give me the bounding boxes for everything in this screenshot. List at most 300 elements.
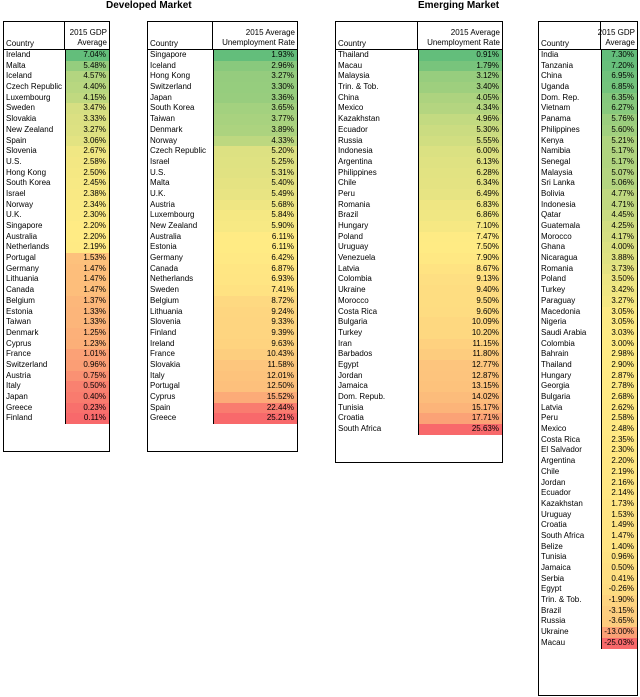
country-name: Brazil [541,605,562,615]
country-name: Tanzania [541,60,574,70]
value-cell: 1.79% [418,61,502,72]
developed-gdp-table [3,21,110,452]
table-row [539,210,637,221]
table-row [336,381,502,392]
value-cell: 0.11% [65,413,109,424]
value-cell: 22.44% [213,403,297,414]
value-cell: 8.67% [418,264,502,275]
table-row [539,296,637,307]
table-row [148,71,297,82]
table-row [539,445,637,456]
table-row [539,103,637,114]
value-cell: 2.68% [601,392,637,403]
country-name: Singapore [6,221,43,230]
table-row [336,274,502,285]
country-name: Jamaica [338,381,368,391]
value-cell: -1.90% [601,595,637,606]
value-cell: 1.25% [65,328,109,339]
table-row [336,189,502,200]
country-name: El Salvador [541,445,582,455]
table-row [336,328,502,339]
country-name: New Zealand [150,221,198,230]
country-name: Austria [6,370,31,380]
value-cell: 2.14% [601,488,637,499]
table-header [336,22,502,50]
country-name: Romania [338,199,371,209]
value-cell: 5.31% [213,168,297,179]
value-cell: 4.40% [65,82,109,93]
country-name: France [6,349,31,359]
country-name: Cyprus [6,338,32,348]
value-cell: 3.36% [213,93,297,104]
value-cell: 2.20% [65,232,109,243]
country-name: Costa Rica [338,306,378,316]
country-name: Poland [338,231,363,241]
value-cell: 2.45% [65,178,109,189]
value-cell: 5.06% [601,178,637,189]
table-row [336,349,502,360]
table-row [148,232,297,243]
table-row [539,510,637,521]
value-cell: 6.34% [418,178,502,189]
table-row [336,93,502,104]
value-cell: 9.50% [418,296,502,307]
value-cell: 6.35% [601,93,637,104]
table-row [539,200,637,211]
country-name: Denmark [150,124,183,134]
value-cell: 1.53% [65,253,109,264]
value-cell: 0.50% [601,563,637,574]
table-row [148,82,297,93]
value-cell: 4.17% [601,232,637,243]
country-name: Netherlands [150,274,194,284]
table-row [539,221,637,232]
value-cell: 6.27% [601,103,637,114]
value-cell: 6.13% [418,157,502,168]
value-cell: 6.42% [213,253,297,264]
header-country-label: Country [541,39,570,48]
country-name: South Korea [150,103,195,113]
table-row [539,424,637,435]
country-name: Sweden [6,103,35,113]
country-name: South Africa [541,530,585,540]
table-row [539,403,637,414]
country-name: Ecuador [338,124,368,134]
table-row [539,189,637,200]
table-row [148,200,297,211]
country-name: Ireland [6,50,31,59]
value-cell: 5.21% [601,136,637,147]
country-name: Turkey [541,285,566,295]
country-name: India [541,50,559,59]
table-header [148,22,297,50]
table-row [539,478,637,489]
table-row [4,285,109,296]
country-name: Israel [6,188,26,198]
table-row [336,339,502,350]
value-cell: 3.65% [213,103,297,114]
country-name: Argentina [541,456,576,466]
value-cell: 3.05% [601,307,637,318]
country-name: Jamaica [541,563,571,572]
country-name: Australia [6,231,38,241]
country-name: Lithuania [150,306,183,316]
value-cell: 5.76% [601,114,637,125]
table-row [539,168,637,179]
country-name: Macedonia [541,306,581,316]
table-row [539,82,637,93]
value-cell: 2.90% [601,360,637,371]
table-row [148,381,297,392]
country-name: Russia [338,135,363,145]
value-cell: 2.35% [601,435,637,446]
value-cell: 1.47% [65,285,109,296]
value-cell: -13.00% [601,627,637,638]
value-cell: -3.65% [601,616,637,627]
country-name: Trin. & Tob. [338,82,379,92]
table-row [4,103,109,114]
table-row [148,50,297,61]
country-name: Bulgaria [541,392,571,401]
table-row [539,328,637,339]
value-cell: 1.47% [601,531,637,542]
table-row [4,82,109,93]
value-cell: 3.06% [65,136,109,147]
value-cell: 0.96% [65,360,109,371]
country-name: Taiwan [150,114,175,124]
country-name: Switzerland [6,359,48,369]
table-row [4,221,109,232]
value-cell: 5.25% [213,157,297,168]
country-name: Jordan [541,477,566,487]
table-row [539,381,637,392]
country-name: Germany [150,253,183,263]
country-name: Saudi Arabia [541,327,587,337]
value-cell: 2.96% [213,61,297,72]
table-row [539,574,637,585]
table-row [539,371,637,382]
table-row [4,114,109,125]
country-name: Slovakia [150,359,181,369]
country-name: U.K. [6,210,22,220]
table-row [148,157,297,168]
country-name: Italy [6,381,21,391]
country-name: Argentina [338,156,373,166]
table-row [539,114,637,125]
country-name: Paraguay [541,295,576,305]
country-name: Canada [6,285,35,295]
table-row [539,178,637,189]
country-name: Spain [6,135,27,145]
table-row [539,232,637,243]
table-row [4,242,109,253]
value-cell: 0.75% [65,371,109,382]
country-name: New Zealand [6,124,54,134]
table-row [4,349,109,360]
table-row [539,253,637,264]
table-row [336,71,502,82]
table-row [539,616,637,627]
country-name: Greece [150,413,177,423]
table-row [4,381,109,392]
emerging-gdp-table [538,21,638,696]
value-cell: 0.41% [601,574,637,585]
table-row [4,136,109,147]
table-row [539,595,637,606]
value-cell: 3.12% [418,71,502,82]
country-name: Malaysia [338,71,370,81]
table-row [539,488,637,499]
country-name: Philippines [541,124,580,134]
value-cell: 9.60% [418,307,502,318]
country-name: South Korea [6,178,51,188]
value-cell: 3.27% [213,71,297,82]
table-row [148,242,297,253]
value-cell: 5.48% [65,61,109,72]
country-name: Hong Kong [150,71,191,81]
value-cell: 4.34% [418,103,502,114]
country-name: Costa Rica [541,434,581,444]
table-row [539,136,637,147]
value-cell: 7.47% [418,232,502,243]
value-cell: 7.30% [601,50,637,61]
table-row [148,349,297,360]
table-row [539,264,637,275]
table-row [148,296,297,307]
header-country-label: Country [6,39,35,48]
table-row [539,317,637,328]
value-cell: 2.19% [601,467,637,478]
value-cell: 5.55% [418,136,502,147]
value-cell: 7.10% [418,221,502,232]
value-cell: 5.68% [213,200,297,211]
table-row [4,307,109,318]
table-row [336,424,502,435]
country-name: Indonesia [338,146,373,156]
value-cell: 5.60% [601,125,637,136]
value-cell: 9.33% [213,317,297,328]
value-cell: 17.71% [418,413,502,424]
value-cell: 4.45% [601,210,637,221]
value-cell: 10.09% [418,317,502,328]
table-row [4,232,109,243]
value-cell: 2.62% [601,403,637,414]
value-cell: 5.30% [418,125,502,136]
value-cell: 2.19% [65,242,109,253]
country-name: Thailand [541,359,572,369]
country-name: Iran [338,338,352,348]
table-row [539,125,637,136]
emerging-market-title: Emerging Market [418,0,500,11]
country-name: Colombia [541,338,575,348]
country-name: China [541,71,562,81]
country-name: Thailand [338,50,369,59]
value-cell: 2.30% [601,445,637,456]
country-name: Mexico [338,103,364,113]
value-cell: 11.58% [213,360,297,371]
value-cell: 4.05% [418,93,502,104]
table-row [148,221,297,232]
table-row [4,403,109,414]
country-name: Norway [150,135,178,145]
country-name: Italy [150,370,165,380]
country-name: Luxembourg [150,210,195,220]
table-row [148,146,297,157]
table-row [4,157,109,168]
country-name: Jordan [338,370,363,380]
value-cell: 5.84% [213,210,297,221]
table-row [148,264,297,275]
developed-unemployment-table [147,21,298,452]
value-cell: 6.86% [418,210,502,221]
country-name: Japan [6,392,28,401]
value-cell: 2.16% [601,478,637,489]
table-row [336,403,502,414]
country-name: Egypt [541,584,562,594]
table-row [148,371,297,382]
table-row [539,435,637,446]
country-name: Lithuania [6,274,39,284]
table-row [336,136,502,147]
country-name: Nigeria [541,317,567,327]
table-row [148,168,297,179]
header-value-label: 2015 GDP Average [597,28,635,47]
value-cell: 0.50% [65,381,109,392]
country-name: Egypt [338,359,359,369]
country-name: Sweden [150,285,179,295]
value-cell: 6.85% [601,82,637,93]
country-name: Croatia [541,520,567,530]
table-row [539,638,637,649]
country-name: Finland [150,327,177,337]
table-row [148,403,297,414]
country-name: Singapore [150,50,187,59]
value-cell: 2.58% [601,413,637,424]
country-name: Malta [6,60,26,70]
value-cell: 4.57% [65,71,109,82]
value-cell: 5.07% [601,168,637,179]
value-cell: 1.40% [601,542,637,553]
country-name: Portugal [150,381,180,391]
country-name: Indonesia [541,199,576,209]
value-cell: 3.77% [213,114,297,125]
value-cell: 4.15% [65,93,109,104]
country-name: Panama [541,114,571,124]
value-cell: 1.73% [601,499,637,510]
country-name: Norway [6,199,34,209]
value-cell: 3.00% [601,339,637,350]
table-row [4,168,109,179]
country-name: Germany [6,263,39,273]
country-name: Mexico [541,424,567,434]
country-name: Barbados [338,349,373,359]
value-cell: 7.04% [65,50,109,61]
value-cell: 11.15% [418,339,502,350]
country-name: Slovakia [6,114,37,124]
value-cell: 6.87% [213,264,297,275]
country-name: Uganda [541,82,570,92]
table-row [336,296,502,307]
table-row [336,50,502,61]
table-row [539,339,637,350]
country-name: Japan [150,92,172,102]
value-cell: 0.40% [65,392,109,403]
table-row [539,552,637,563]
value-cell: 4.71% [601,200,637,211]
table-row [539,520,637,531]
country-name: Morocco [541,231,572,241]
table-row [336,114,502,125]
table-row [539,285,637,296]
country-name: Slovenia [150,317,181,327]
table-row [336,221,502,232]
table-row [148,328,297,339]
value-cell: 9.13% [418,274,502,285]
country-name: Bolivia [541,188,565,198]
table-row [148,253,297,264]
table-row [539,531,637,542]
value-cell: -25.03% [601,638,637,649]
value-cell: 9.40% [418,285,502,296]
country-name: Trin. & Tob. [541,595,582,605]
table-row [539,413,637,424]
value-cell: 4.00% [601,242,637,253]
table-row [148,189,297,200]
table-row [539,467,637,478]
country-name: Belgium [150,295,179,305]
table-row [4,328,109,339]
value-cell: 3.33% [65,114,109,125]
table-row [336,168,502,179]
value-cell: 1.49% [601,520,637,531]
country-name: Canada [150,263,179,273]
table-row [336,392,502,403]
country-name: Belize [541,541,563,551]
table-row [148,307,297,318]
table-row [148,317,297,328]
value-cell: 12.50% [213,381,297,392]
table-row [336,307,502,318]
table-row [539,360,637,371]
table-row [4,178,109,189]
table-row [148,178,297,189]
table-header [539,22,637,50]
country-name: Tunisia [541,552,567,562]
table-row [4,200,109,211]
country-name: Poland [541,274,566,284]
value-cell: 3.88% [601,253,637,264]
country-name: Dom. Repub. [338,392,386,401]
table-row [4,392,109,403]
value-cell: 2.48% [601,424,637,435]
value-cell: 1.33% [65,317,109,328]
table-row [336,253,502,264]
table-row [148,61,297,72]
value-cell: 25.63% [418,424,502,435]
value-cell: 3.27% [601,296,637,307]
table-row [336,210,502,221]
table-row [539,349,637,360]
value-cell: 12.01% [213,371,297,382]
value-cell: 9.39% [213,328,297,339]
country-name: Iceland [150,60,176,70]
country-name: Estonia [150,242,177,252]
table-row [4,71,109,82]
country-name: Czech Republic [150,146,207,156]
table-row [336,146,502,157]
country-name: Kazakhstan [541,498,583,508]
table-row [539,50,637,61]
